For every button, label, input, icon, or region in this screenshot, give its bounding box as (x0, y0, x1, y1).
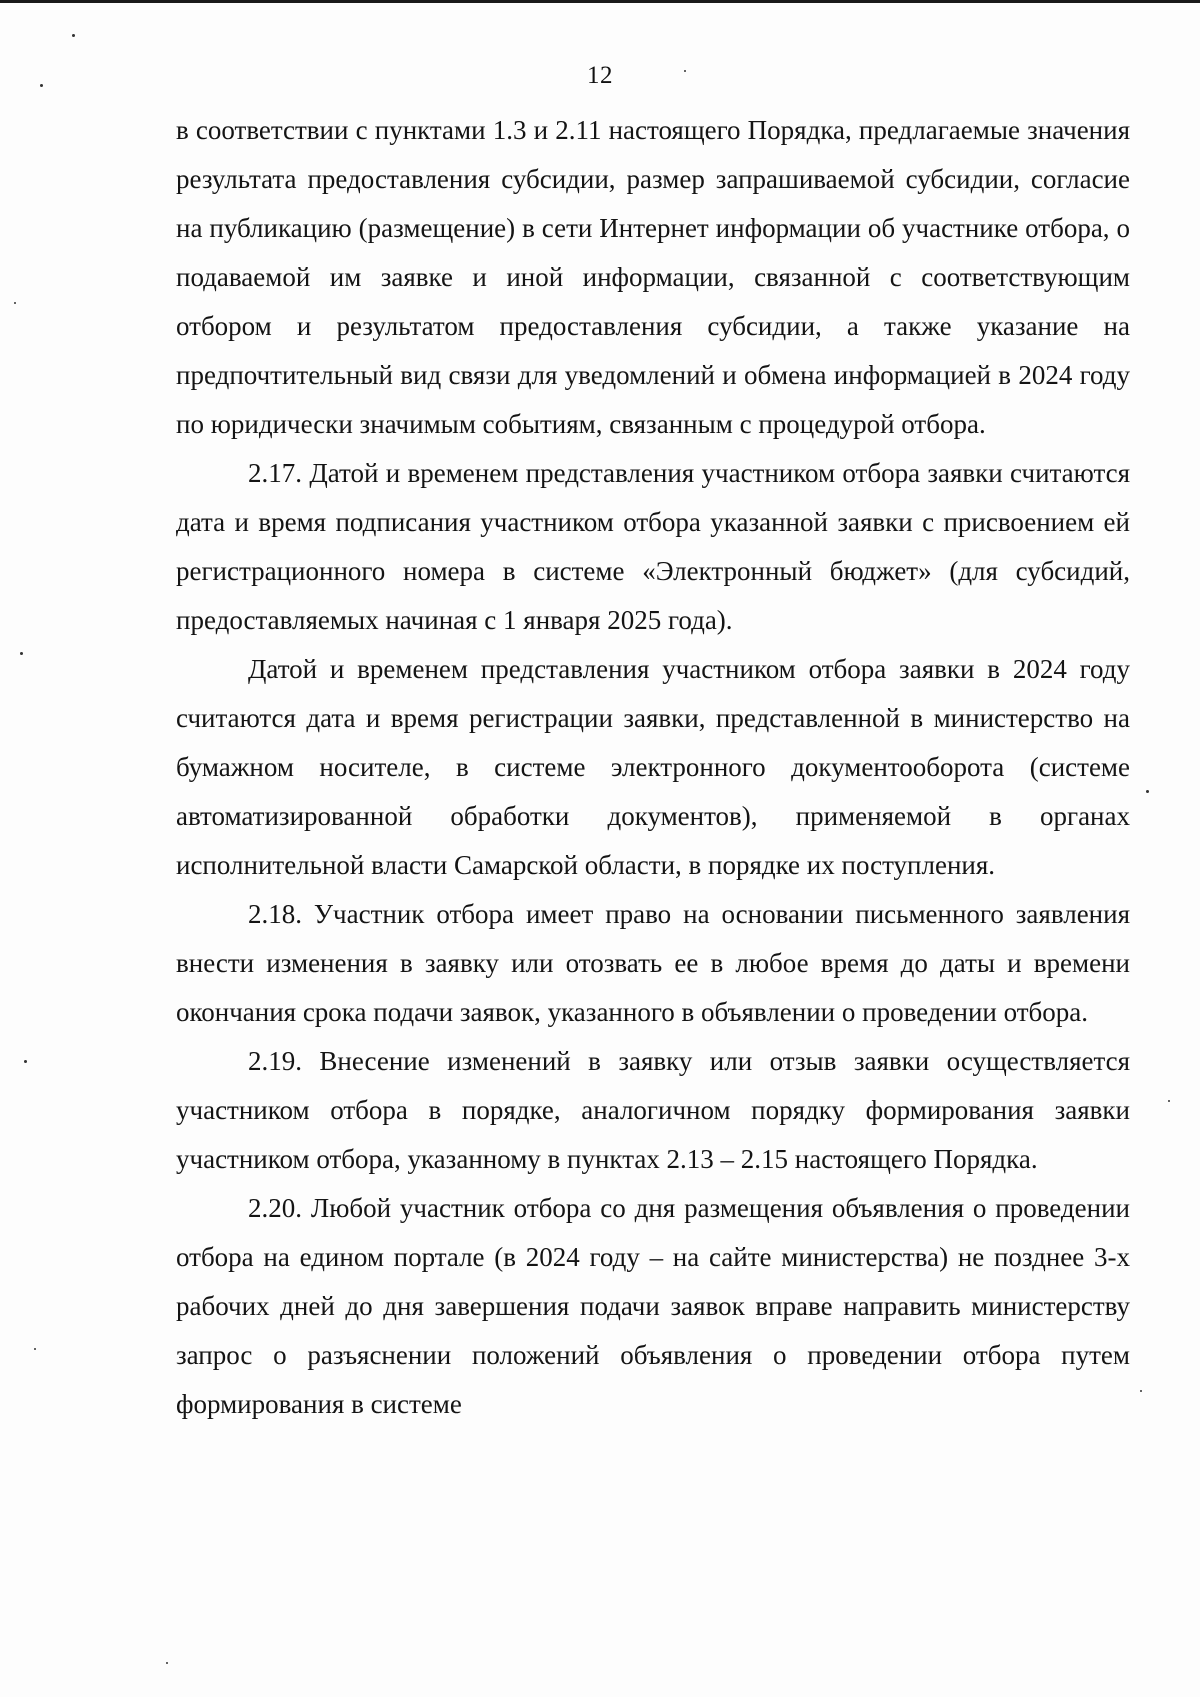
scan-speck (20, 652, 23, 655)
paragraph-2-20: 2.20. Любой участник отбора со дня размещения объявления о проведении отбора на едином портале (в 2024 году – на сайте министерства) не позднее 3-х рабочих дней до дня завершения подачи заявок вправе направить министерству запрос о разъяснении положений объявления о проведении отбора путем формирования в системе (176, 1193, 1130, 1419)
scan-speck (34, 1348, 36, 1350)
scan-speck (1140, 1390, 1142, 1392)
scan-speck (166, 1662, 168, 1664)
paragraph-2-19: 2.19. Внесение изменений в заявку или отзыв заявки осуществляется участником отбора в порядке, аналогичном порядку формирования заявки участником отбора, указанному в пунктах 2.13 – 2.15 настоящего Порядка. (176, 1046, 1130, 1174)
scan-speck (72, 34, 75, 37)
scan-speck (40, 84, 43, 87)
paragraph-continuation: в соответствии с пунктами 1.3 и 2.11 настоящего Порядка, предлагаемые значения результата предоставления субсидии, размер запрашиваемой субсидии, согласие на публикацию (размещение) в сети Интернет информации об участнике отбора, о подаваемой им заявке и иной информации, связанной с соответствующим отбором и результатом предоставления субсидии, а также указание на предпочтительный вид связи для уведомлений и обмена информацией в 2024 году по юридически значимым событиям, связанным с процедурой отбора. (176, 115, 1130, 439)
scan-speck (684, 70, 686, 72)
scan-speck (1168, 1100, 1170, 1102)
paragraph-2-18: 2.18. Участник отбора имеет право на основании письменного заявления внести изменения в заявку или отозвать ее в любое время до даты и времени окончания срока подачи заявок, указанного в объявлении о проведении отбора. (176, 899, 1130, 1027)
scan-speck (24, 1060, 27, 1063)
scan-speck (14, 302, 16, 304)
paragraph-2-17-continued: Датой и временем представления участником отбора заявки в 2024 году считаются дата и время регистрации заявки, представленной в министерство на бумажном носителе, в системе электронного документооборота (системе автоматизированной обработки документов), применяемой в органах исполнительной власти Самарской области, в порядке их поступления. (176, 654, 1130, 880)
paragraph-2-17: 2.17. Датой и временем представления участником отбора заявки считаются дата и время подписания участником отбора указанной заявки с присвоением ей регистрационного номера в системе «Электронный бюджет» (для субсидий, предоставляемых начиная с 1 января 2025 года). (176, 458, 1130, 635)
page-number: 12 (587, 62, 613, 89)
scan-top-edge (0, 0, 1200, 3)
document-body (176, 106, 1130, 1429)
scan-speck (1146, 790, 1149, 793)
